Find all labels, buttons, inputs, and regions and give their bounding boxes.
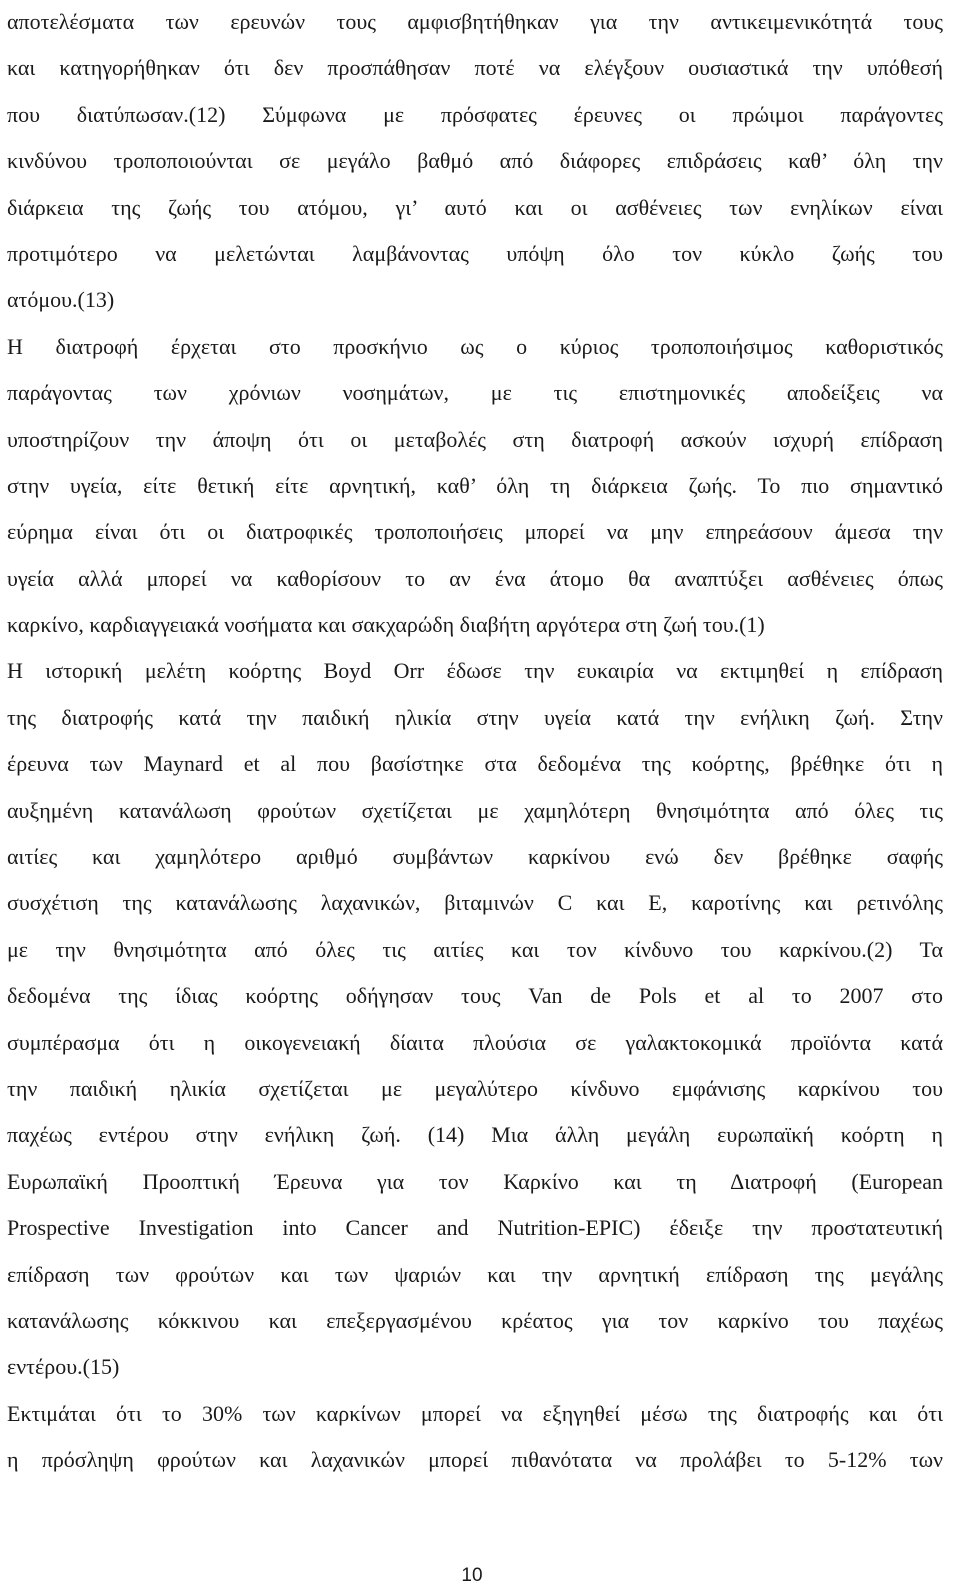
text-line: δεδομένα της ίδιας κοόρτης οδήγησαν τους Van de Pols et al το 2007 στο — [7, 983, 943, 1009]
text-line: συμπέρασμα ότι η οικογενειακή δίαιτα πλούσια σε γαλακτοκομικά προϊόντα κατά — [7, 1029, 943, 1055]
text-line: επίδραση των φρούτων και των ψαριών και την αρνητική επίδραση της μεγάλης — [7, 1261, 943, 1287]
paragraph-3 — [7, 653, 943, 1395]
text-line: Εκτιμάται ότι το 30% των καρκίνων μπορεί να εξηγηθεί μέσω της διατροφής και ότι — [7, 1400, 943, 1426]
text-line: εντέρου.(15) — [7, 1354, 120, 1380]
text-line: Ευρωπαϊκή Προοπτική Έρευνα για τον Καρκίνο και τη Διατροφή (European — [7, 1168, 943, 1194]
text-line: την παιδική ηλικία σχετίζεται με μεγαλύτερο κίνδυνο εμφάνισης καρκίνου του — [7, 1075, 943, 1101]
text-line: της διατροφής κατά την παιδική ηλικία στην υγεία κατά την ενήλικη ζωή. Στην — [7, 704, 943, 730]
text-line: διάρκεια της ζωής του ατόμου, γι’ αυτό και οι ασθένειες των ενηλίκων είναι — [7, 194, 943, 220]
text-line: αποτελέσματα των ερευνών τους αμφισβητήθηκαν για την αντικειμενικότητά τους — [7, 9, 943, 34]
page-number: 10 — [461, 1565, 483, 1586]
text-line: και κατηγορήθηκαν ότι δεν προσπάθησαν ποτέ να ελέγξουν ουσιαστικά την υπόθεσή — [7, 55, 943, 81]
text-line: αιτίες και χαμηλότερο αριθμό συμβάντων καρκίνου ενώ δεν βρέθηκε σαφής — [7, 844, 943, 870]
text-line: συσχέτιση της κατανάλωσης λαχανικών, βιταμινών C και E, καροτίνης και ρετινόλης — [7, 890, 943, 916]
text-line: με την θνησιμότητα από όλες τις αιτίες και τον κίνδυνο του καρκίνου.(2) Τα — [7, 936, 943, 962]
text-line: η πρόσληψη φρούτων και λαχανικών μπορεί πιθανότατα να προλάβει το 5-12% των — [7, 1447, 943, 1473]
text-line: εύρημα είναι ότι οι διατροφικές τροποποιήσεις μπορεί να μην επηρεάσουν άμεσα την — [7, 519, 943, 545]
text-line: παχέως εντέρου στην ενήλικη ζωή. (14) Μια άλλη μεγάλη ευρωπαϊκή κοόρτη η — [7, 1122, 943, 1148]
text-line: παράγοντας των χρόνιων νοσημάτων, με τις επιστημονικές αποδείξεις να — [7, 380, 943, 406]
text-line: που διατύπωσαν.(12) Σύμφωνα με πρόσφατες έρευνες οι πρώιμοι παράγοντες — [7, 101, 943, 127]
text-line: ατόμου.(13) — [7, 287, 115, 313]
text-line: υγεία αλλά μπορεί να καθορίσουν το αν ένα άτομο θα αναπτύξει ασθένειες όπως — [7, 565, 943, 591]
text-line: στην υγεία, είτε θετική είτε αρνητική, καθ’ όλη τη διάρκεια ζωής. Το πιο σημαντικό — [7, 472, 943, 498]
text-line: Prospective Investigation into Cancer and Nutrition-EPIC) έδειξε την προστατευτική — [7, 1215, 943, 1241]
document-body — [7, 4, 943, 1489]
text-line: Η ιστορική μελέτη κοόρτης Boyd Orr έδωσε την ευκαιρία να εκτιμηθεί η επίδραση — [7, 658, 943, 684]
text-line: υποστηρίζουν την άποψη ότι οι μεταβολές στη διατροφή ασκούν ισχυρή επίδραση — [7, 426, 943, 452]
text-line: Η διατροφή έρχεται στο προσκήνιο ως ο κύριος τροποποιήσιμος καθοριστικός — [7, 333, 943, 359]
text-line: έρευνα των Maynard et al που βασίστηκε στα δεδομένα της κοόρτης, βρέθηκε ότι η — [7, 751, 943, 777]
text-line: αυξημένη κατανάλωση φρούτων σχετίζεται με χαμηλότερη θνησιμότητα από όλες τις — [7, 797, 943, 823]
text-line: κινδύνου τροποποιούνται σε μεγάλο βαθμό από διάφορες επιδράσεις καθ’ όλη την — [7, 148, 943, 174]
text-line: κατανάλωσης κόκκινου και επεξεργασμένου κρέατος για τον καρκίνο του παχέως — [7, 1307, 943, 1333]
paragraph-2 — [7, 329, 943, 654]
paragraph-1 — [7, 4, 943, 329]
text-line: προτιμότερο να μελετώνται λαμβάνοντας υπόψη όλο τον κύκλο ζωής του — [7, 240, 943, 266]
text-line: καρκίνο, καρδιαγγειακά νοσήματα και σακχαρώδη διαβήτη αργότερα στη ζωή του.(1) — [7, 612, 765, 638]
paragraph-4 — [7, 1396, 943, 1489]
